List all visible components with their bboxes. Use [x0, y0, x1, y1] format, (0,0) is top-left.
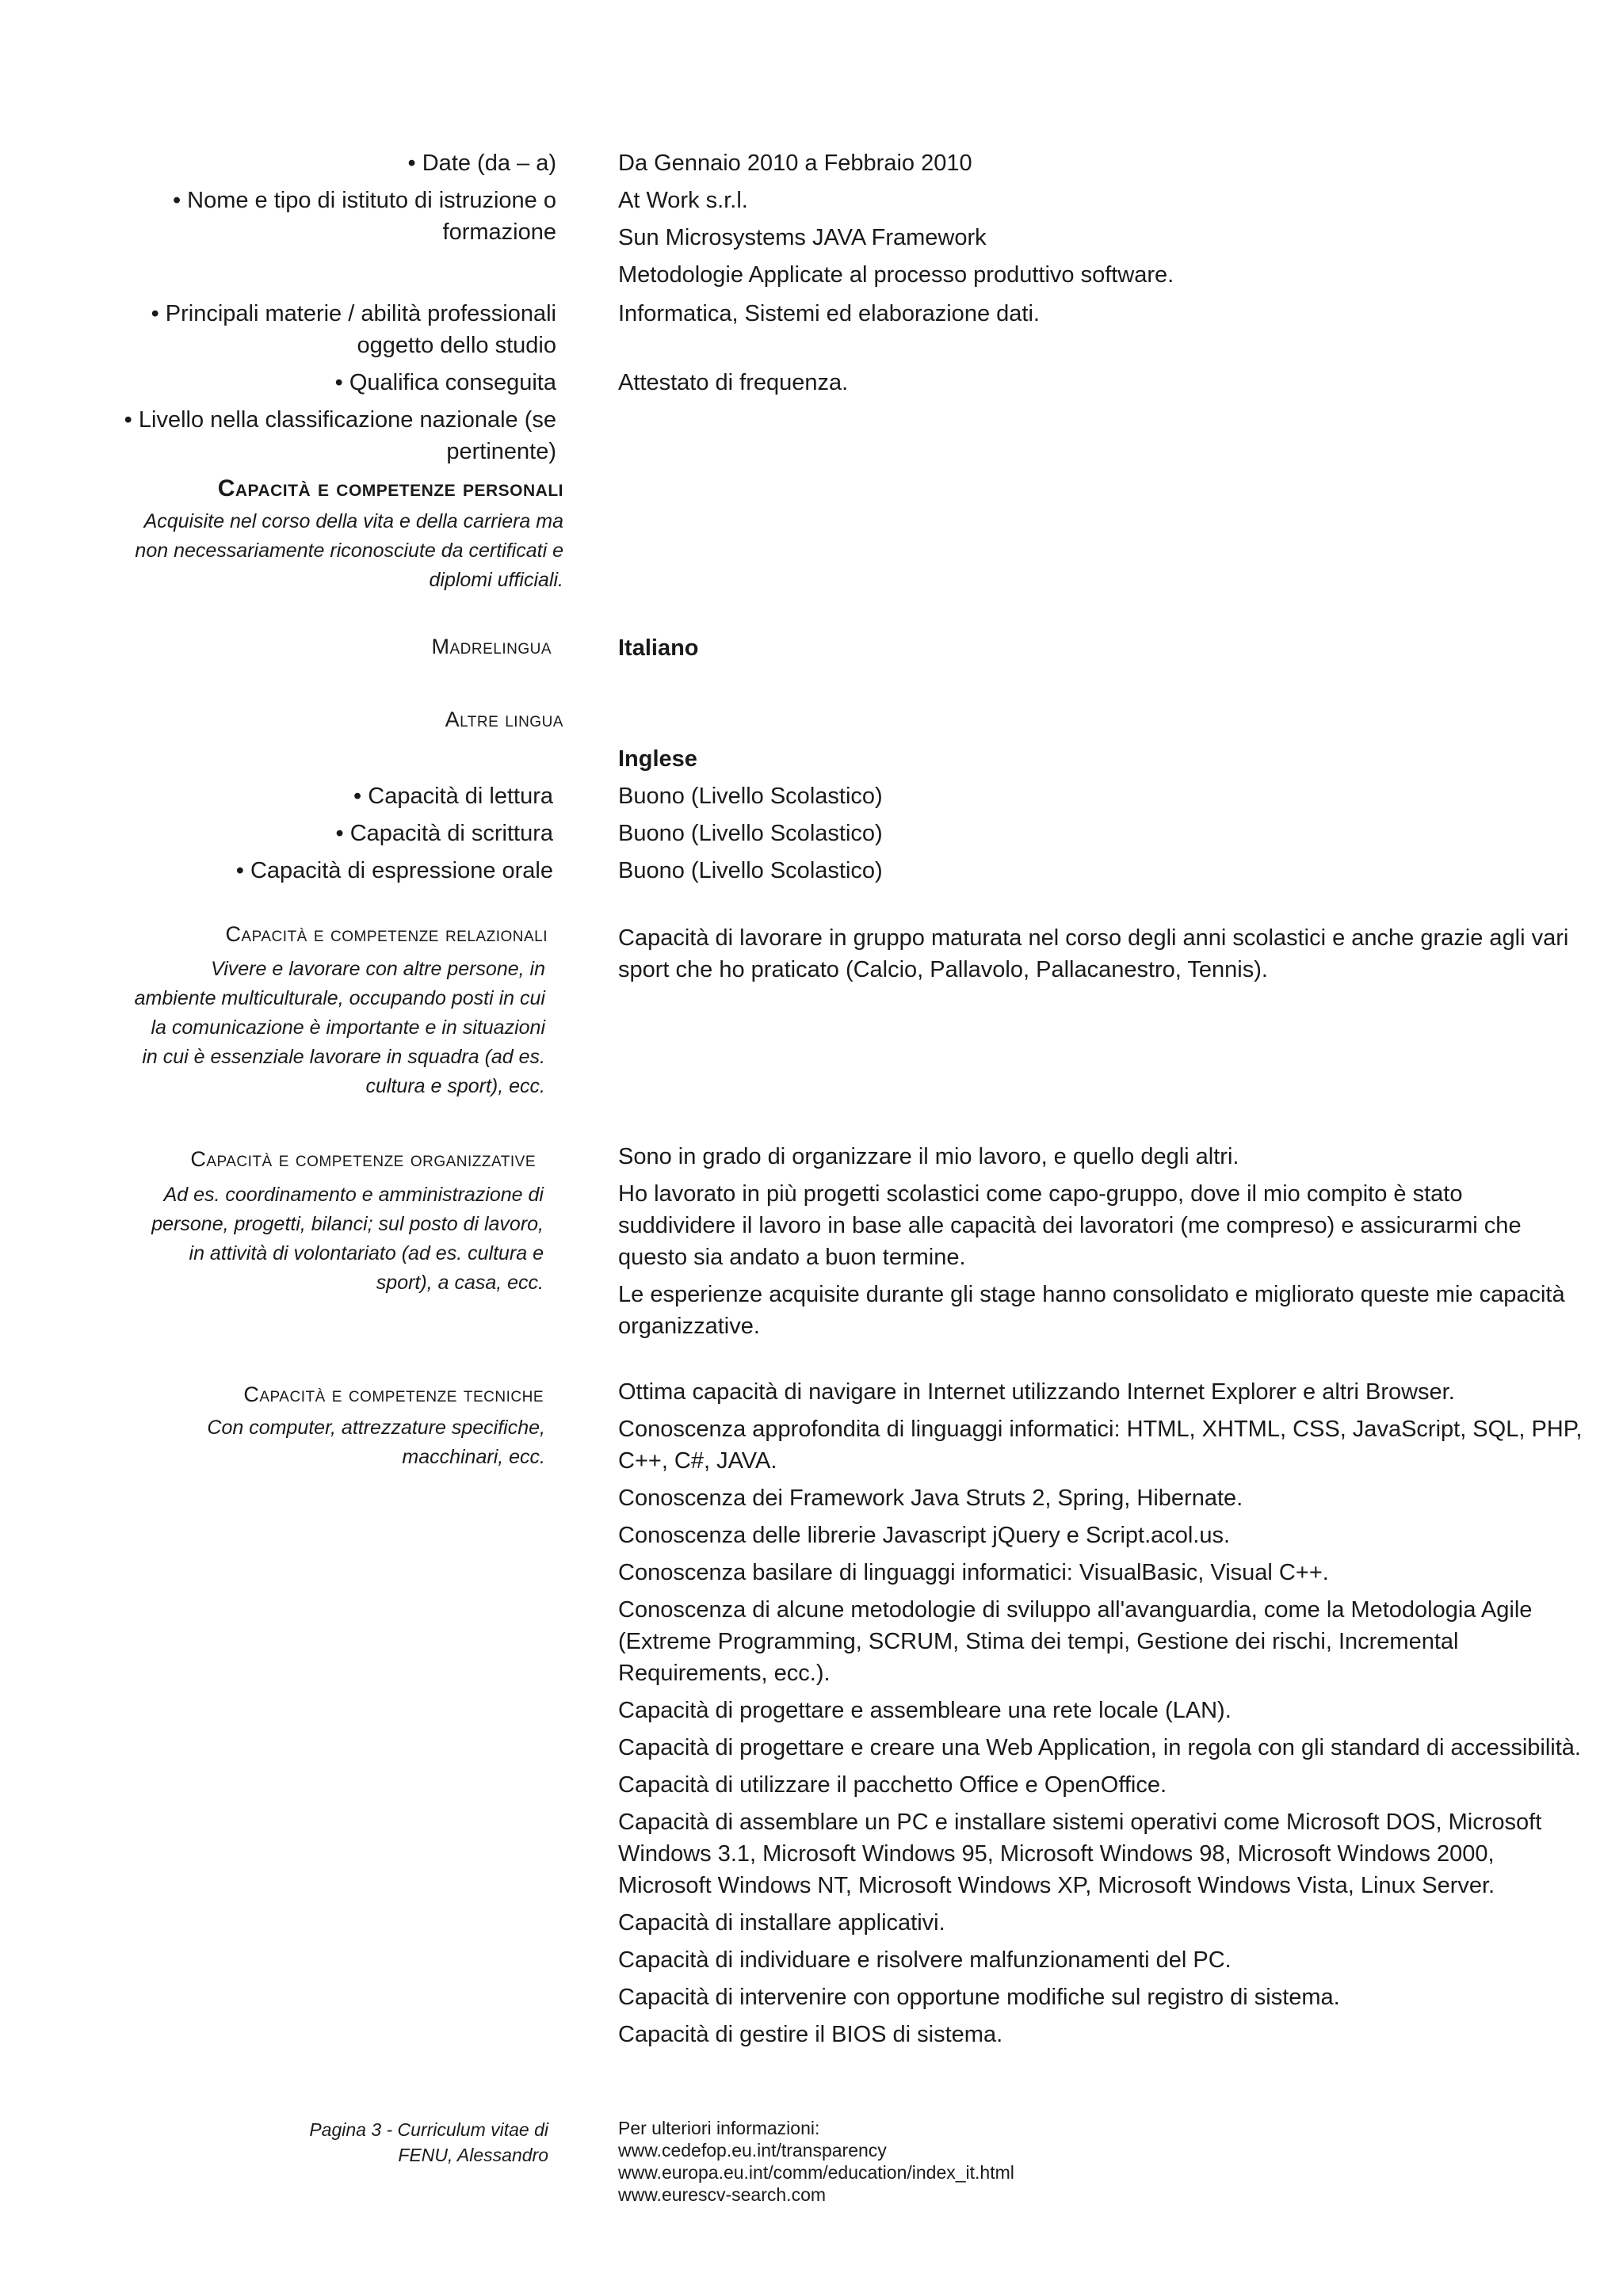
technical-paragraph: Ottima capacità di navigare in Internet utilizzando Internet Explorer e altri Browser.: [618, 1379, 1455, 1405]
label-level-line1: • Livello nella classificazione nazionale (se: [124, 407, 556, 433]
organizational-paragraph: Sono in grado di organizzare il mio lavoro, e quello degli altri.: [618, 1144, 1239, 1169]
relational-text: Capacità di lavorare in gruppo maturata nel corso degli anni scolastici e anche grazie agli vari sport che ho praticato (Calcio, Pallavolo, Pallacanestro, Tennis).: [618, 925, 1569, 982]
organizational-desc-line: Ad es. coordinamento e amministrazione di: [163, 1184, 544, 1206]
relational-heading: Capacità e competenze relazionali: [225, 922, 548, 946]
technical-paragraph: Conoscenza approfondita di linguaggi informatici: HTML, XHTML, CSS, JavaScript, SQL, PHP, C++, C#, JAVA.: [618, 1417, 1583, 1474]
organizational-text: [618, 1141, 1585, 1348]
label-institute: [173, 185, 556, 248]
writing-value: Buono (Livello Scolastico): [618, 821, 883, 846]
mother-tongue-label: Madrelingua: [431, 635, 552, 658]
technical-paragraph: Conoscenza di alcune metodologie di sviluppo all'avanguardia, come la Metodologia Agile (Extreme Programming, SCRUM, Stima dei tempi, Gestione dei rischi, Incremental Requirements, ecc.).: [618, 1597, 1533, 1686]
label-qualification: • Qualifica conseguita: [334, 370, 556, 395]
footer-page-line2: FENU, Alessandro: [398, 2145, 548, 2165]
organizational-paragraph: Ho lavorato in più progetti scolastici come capo-gruppo, dove il mio compito è stato suddividere il lavoro in base alle capacità dei lavoratori (me compreso) e assicurarmi che questo sia andato a buon termine.: [618, 1181, 1522, 1270]
label-subjects: [151, 298, 556, 361]
value-subjects: Informatica, Sistemi ed elaborazione dati.: [618, 301, 1040, 326]
personal-desc-line2: non necessariamente riconosciute da certificati e: [135, 540, 563, 562]
relational-desc-line: ambiente multiculturale, occupando posti in cui: [134, 987, 545, 1009]
reading-value: Buono (Livello Scolastico): [618, 784, 883, 809]
organizational-description: [151, 1180, 544, 1298]
technical-paragraph: Capacità di assemblare un PC e installare sistemi operativi come Microsoft DOS, Microsoft Windows 3.1, Microsoft Windows 95, Microsoft Windows 98, Microsoft Windows 2000, Microsoft Windows NT, Microsoft Windows XP, Microsoft Windows Vista, Linux Server.: [618, 1810, 1542, 1898]
footer-link[interactable]: www.cedefop.eu.int/transparency: [618, 2140, 887, 2161]
footer-info: [618, 2117, 1014, 2206]
organizational-desc-line: persone, progetti, bilanci; sul posto di lavoro,: [151, 1213, 544, 1235]
technical-desc-line: Con computer, attrezzature specifiche,: [207, 1417, 545, 1439]
technical-paragraph: Capacità di installare applicativi.: [618, 1910, 945, 1936]
footer-page-line1: Pagina 3 - Curriculum vitae di: [309, 2119, 548, 2140]
mother-tongue-value: Italiano: [618, 635, 699, 661]
technical-paragraph: Capacità di intervenire con opportune modifiche sul registro di sistema.: [618, 1985, 1340, 2010]
language-name: Inglese: [618, 746, 697, 772]
technical-paragraph: Capacità di progettare e creare una Web Application, in regola con gli standard di accessibilità.: [618, 1735, 1581, 1760]
relational-desc-line: cultura e sport), ecc.: [365, 1075, 545, 1097]
technical-heading: Capacità e competenze tecniche: [243, 1383, 544, 1406]
footer-link[interactable]: www.eurescv-search.com: [618, 2184, 827, 2205]
technical-text: [618, 1376, 1585, 2056]
technical-paragraph: Conoscenza delle librerie Javascript jQuery e Script.acol.us.: [618, 1523, 1231, 1548]
value-institute-1: At Work s.r.l.: [618, 188, 748, 213]
technical-paragraph: Capacità di utilizzare il pacchetto Office e OpenOffice.: [618, 1772, 1167, 1798]
label-institute-line2: formazione: [442, 219, 556, 245]
label-institute-line1: • Nome e tipo di istituto di istruzione o: [172, 188, 556, 213]
value-qualification: Attestato di frequenza.: [618, 370, 849, 395]
technical-desc-line: macchinari, ecc.: [402, 1446, 545, 1468]
relational-description: [135, 955, 545, 1101]
technical-paragraph: Capacità di gestire il BIOS di sistema.: [618, 2022, 1003, 2047]
organizational-heading: Capacità e competenze organizzative: [190, 1147, 536, 1171]
technical-paragraph: Conoscenza dei Framework Java Struts 2, Spring, Hibernate.: [618, 1486, 1243, 1511]
speaking-label: • Capacità di espressione orale: [235, 858, 553, 883]
label-level: [124, 404, 556, 467]
reading-label: • Capacità di lettura: [353, 784, 553, 809]
label-level-line2: pertinente): [446, 439, 556, 464]
personal-desc-line3: diplomi ufficiali.: [429, 569, 563, 591]
other-languages-label: Altre lingua: [445, 707, 563, 731]
relational-desc-line: Vivere e lavorare con altre persone, in: [211, 958, 545, 980]
label-subjects-line1: • Principali materie / abilità professionali: [151, 301, 556, 326]
technical-paragraph: Capacità di progettare e assembleare una rete locale (LAN).: [618, 1698, 1232, 1723]
technical-description: [207, 1413, 545, 1472]
value-institute-2: Sun Microsystems JAVA Framework: [618, 225, 987, 250]
footer-link[interactable]: www.europa.eu.int/comm/education/index_it.html: [618, 2162, 1014, 2183]
organizational-paragraph: Le esperienze acquisite durante gli stage hanno consolidato e migliorato queste mie capacità organizzative.: [618, 1282, 1565, 1339]
relational-desc-line: in cui è essenziale lavorare in squadra (ad es.: [142, 1046, 545, 1068]
label-subjects-line2: oggetto dello studio: [357, 333, 556, 358]
organizational-desc-line: in attività di volontariato (ad es. cultura e: [189, 1242, 544, 1264]
personal-heading: Capacità e competenze personali: [217, 475, 563, 502]
technical-paragraph: Capacità di individuare e risolvere malfunzionamenti del PC.: [618, 1947, 1232, 1973]
personal-desc-line1: Acquisite nel corso della vita e della carriera ma: [143, 510, 563, 532]
speaking-value: Buono (Livello Scolastico): [618, 858, 883, 883]
value-dates: Da Gennaio 2010 a Febbraio 2010: [618, 151, 972, 176]
label-dates: • Date (da – a): [407, 151, 556, 176]
footer-page-info: [309, 2117, 548, 2168]
relational-desc-line: la comunicazione è importante e in situazioni: [151, 1016, 545, 1039]
personal-description: [135, 507, 563, 595]
value-institute-3: Metodologie Applicate al processo produttivo software.: [618, 262, 1174, 288]
footer-info-title: Per ulteriori informazioni:: [618, 2118, 820, 2138]
writing-label: • Capacità di scrittura: [335, 821, 553, 846]
technical-paragraph: Conoscenza basilare di linguaggi informatici: VisualBasic, Visual C++.: [618, 1560, 1329, 1585]
organizational-desc-line: sport), a casa, ecc.: [376, 1272, 544, 1294]
